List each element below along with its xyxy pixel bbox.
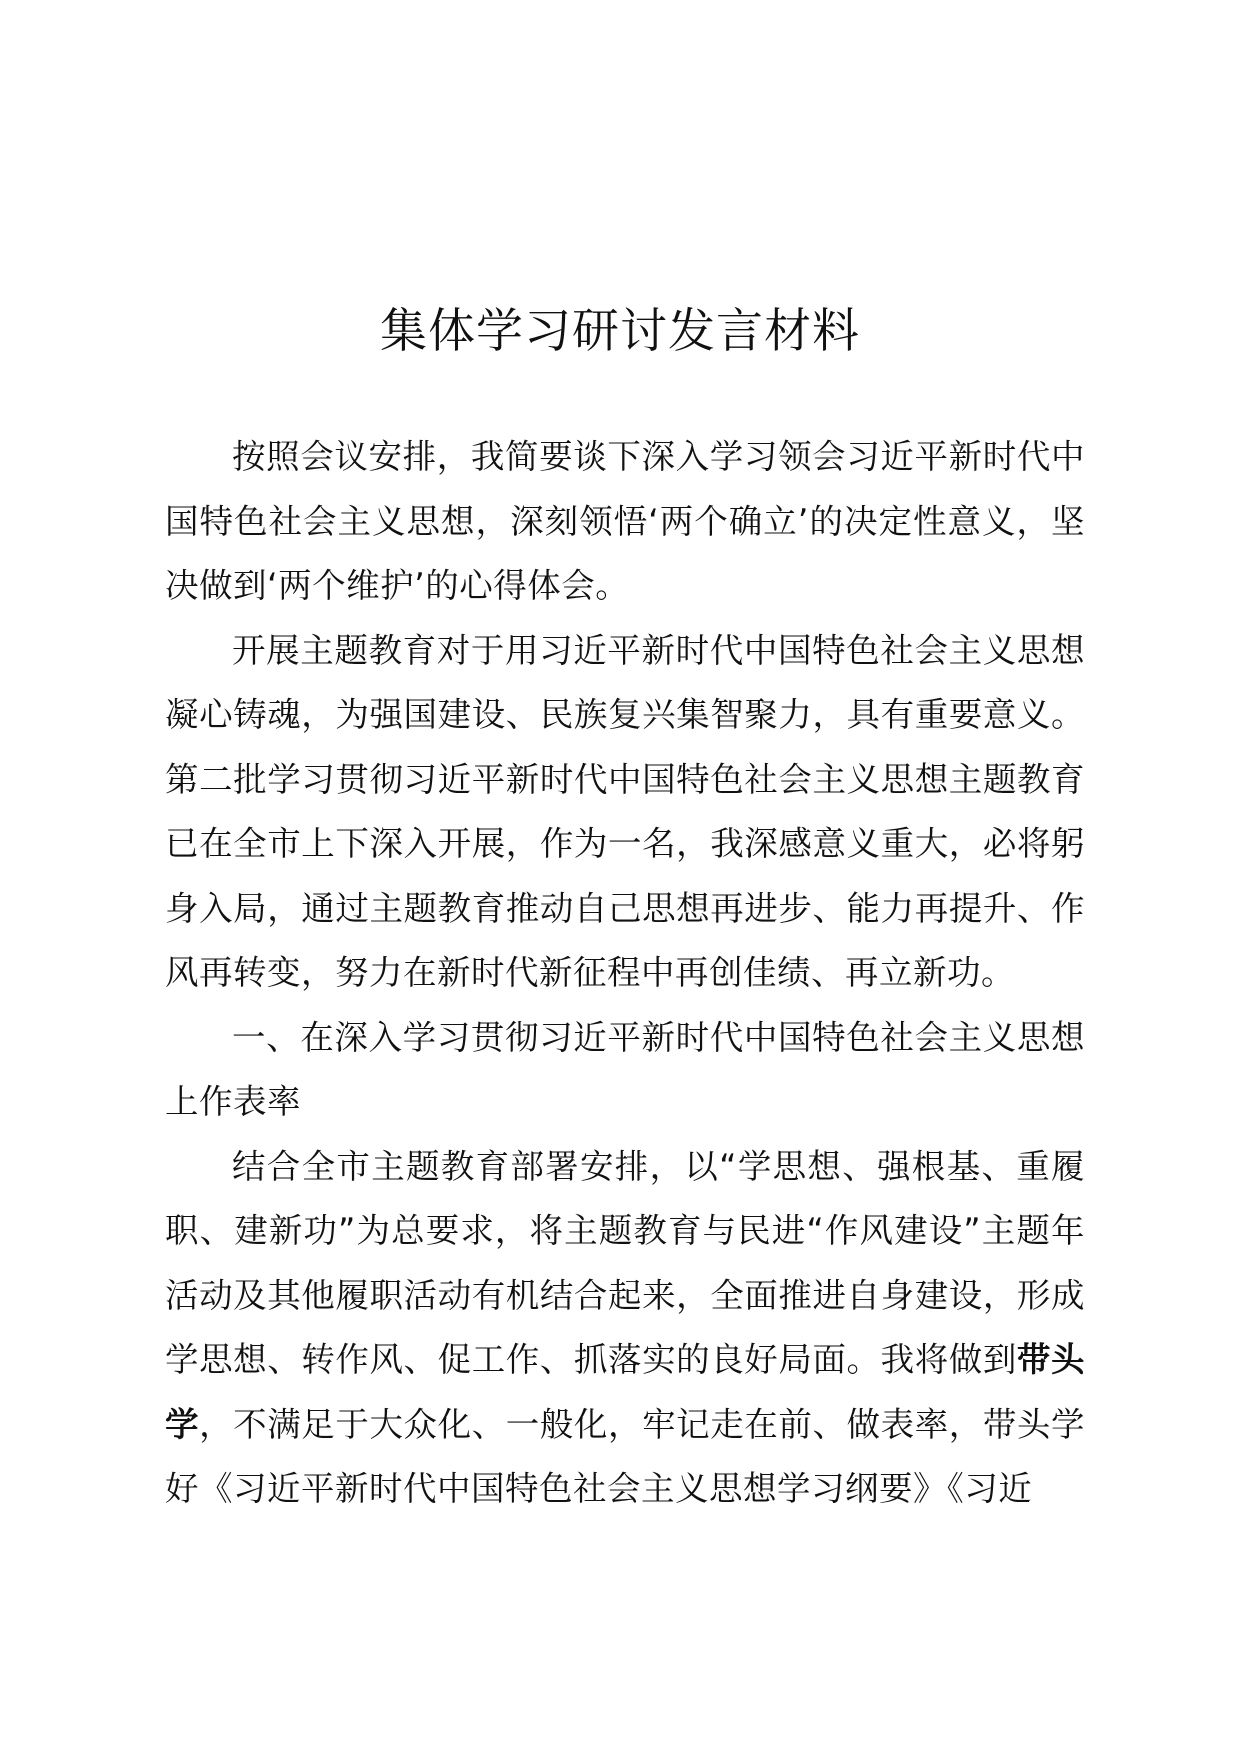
bold-emphasis: 带头学 bbox=[165, 1340, 1085, 1444]
document-title: 集体学习研讨发言材料 bbox=[380, 304, 860, 359]
paragraph-text-before-bold: 结合全市主题教育部署安排，以“学思想、强根基、重履职、建新功”为总要求，将主题教育与民进“作风建设”主题年活动及其他履职活动有机结合起来，全面推进自身建设，形成学思想、转作风、促工作、抓落实的良好局面。我将做到 bbox=[165, 1146, 1085, 1379]
section-heading-one: 一、在深入学习贯彻习近平新时代中国特色社会主义思想上作表率 bbox=[165, 1017, 1085, 1121]
paragraph-theme-education: 开展主题教育对于用习近平新时代中国特色社会主义思想凝心铸魂，为强国建设、民族复兴集智聚力，具有重要意义。第二批学习贯彻习近平新时代中国特色社会主义思想主题教育已在全市上下深入开展，作为一名，我深感意义重大，必将躬身入局，通过主题教育推动自己思想再进步、能力再提升、作风再转变，努力在新时代新征程中再创佳绩、再立新功。 bbox=[165, 630, 1085, 992]
paragraph-study-arrangement bbox=[165, 1135, 1085, 1522]
document-body bbox=[165, 425, 1085, 1522]
paragraph-opening: 按照会议安排，我简要谈下深入学习领会习近平新时代中国特色社会主义思想，深刻领悟‘两个确立’的决定性意义，坚决做到‘两个维护’的心得体会。 bbox=[165, 437, 1085, 605]
paragraph-text-after-bold: ，不满足于大众化、一般化，牢记走在前、做表率，带头学好《习近平新时代中国特色社会主义思想学习纲要》《习近 bbox=[165, 1404, 1085, 1508]
